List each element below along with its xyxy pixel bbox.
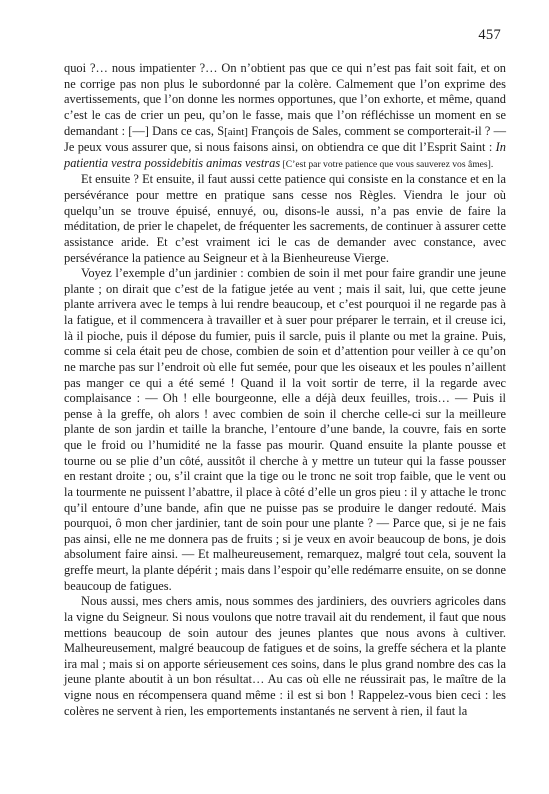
- page-number: 457: [478, 27, 501, 43]
- translation-note: [C’est par votre patience que vous sauverez vos âmes].: [280, 158, 494, 170]
- paragraph-4: Nous aussi, mes chers amis, nous sommes des jardiniers, des ouvriers agricoles dans la vigne du Seigneur. Si nous voulons que notre travail ait du rendement, il faut que nous mettions beaucoup de soin autour des jeunes plantes que nous avons à cultiver. Malheureusement, malgré beaucoup de fatigues et de soins, la greffe séchera et la plante ira mal ; mais si on apporte sérieusement ces soins, dans le plus grand nombre des cas la jeune plante aboutit à un bon résultat… Au cas où elle ne réussirait pas, le maître de la vigne nous en récompensera quand même : il est si bon ! Rappelez-vous bien ceci : les colères ne servent à rien, les emportements instantanés ne servent à rien, il faut la: [64, 594, 506, 718]
- paragraph-1-text-a: quoi ?… nous impatienter ?… On n’obtient pas que ce qui n’est pas fait soit fait, et on ne corrige pas non plus le subordonné par la colère. Calmement que l’on exprime des avertissements, que l’on donne les normes opportunes, que l’on exhorte, et même, quand c’est le cas de crier un peu, qu’on le fasse, mais que l’on réfléchisse un moment en se demandant : [—] Dans ce cas, S: [64, 61, 506, 138]
- abbreviation-saint: [aint]: [224, 125, 248, 138]
- paragraph-1-text-b: François de Sales, comment se comporterait-il ? — Je peux vous assurer que, si nous faisons ainsi, on obtiendra ce que dit l’Esprit Saint :: [64, 123, 506, 155]
- paragraph-3: Voyez l’exemple d’un jardinier : combien de soin il met pour faire grandir une jeune plante ; on dirait que c’est de la fatigue jetée au vent ; mais il sait, lui, que cette jeune plante arrivera avec le temps à lui rendre beaucoup, et c’est pourquoi il ne regarde pas à la fatigue, et il commencera à travailler et à suer pour préparer le terrain, et il creuse ici, là il pioche, puis il dépose du fumier, puis il sarcle, puis il plante ou met la graine. Puis, comme si cela était peu de chose, combien de soin et d’attention pour veiller à ce qu’on ne marche pas sur l’endroit où elle fut semée, pour que les oiseaux et les poules n’aillent pas manger ce qui a été semé ! Quand il la voit sortir de terre, il la regarde avec complaisance : — Oh ! elle bourgeonne, elle a déjà deux feuilles, trois… — Puis il pense à la greffe, oh alors ! avec combien de soin il cherche celle-ci sur la meilleure plante de son jardin et taille la branche, l’entoure d’une bande, la couvre, fais en sorte que le froid ou l’humidité ne la fasse pas mourir. Quand ensuite la plante pousse et tourne ou se plie d’un côté, aussitôt il cherche à y mettre un tuteur qui la fasse pousser en restant droite ; ou, s’il craint que la tige ou le tronc ne soit trop faible, que le vent ou la tourmente ne puissent l’abattre, il place à côté d’elle un gros pieu : il y attache le tronc qu’il entoure d’une bande, afin que ne puisse pas se produire le danger redouté. Mais pourquoi, ô mon cher jardinier, tant de soin pour une plante ? — Parce que, si je ne fais pas ainsi, elle ne me donnera pas de fruits ; si je veux en avoir beaucoup de bons, je dois absolument faire ainsi. — Et malheureusement, remarquez, malgré tout cela, souvent la greffe meurt, la plante dépérit ; mais dans l’espoir qu’elle redémarre ensuite, on se donne beaucoup de fatigues.: [64, 266, 506, 593]
- paragraph-1: [64, 61, 506, 172]
- latin-quotation: In patientia vestra possidebitis animas vestras: [64, 140, 506, 170]
- paragraph-2: Et ensuite ? Et ensuite, il faut aussi cette patience qui consiste en la constance et en la persévérance pour mettre en pratique sans cesse nos Règles. Viendra le jour où quelqu’un se trouve épuisé, ennuyé, ou, disons-le aussi, n’a pas envie de faire la méditation, de prier le chapelet, de fréquenter les sacrements, de continuer à assurer cette assistance aride. Et c’est vraiment ici le cas de demander avec constance, avec persévérance la patience au Seigneur et à la Bienheureuse Vierge.: [64, 172, 506, 265]
- page-body: [64, 61, 506, 719]
